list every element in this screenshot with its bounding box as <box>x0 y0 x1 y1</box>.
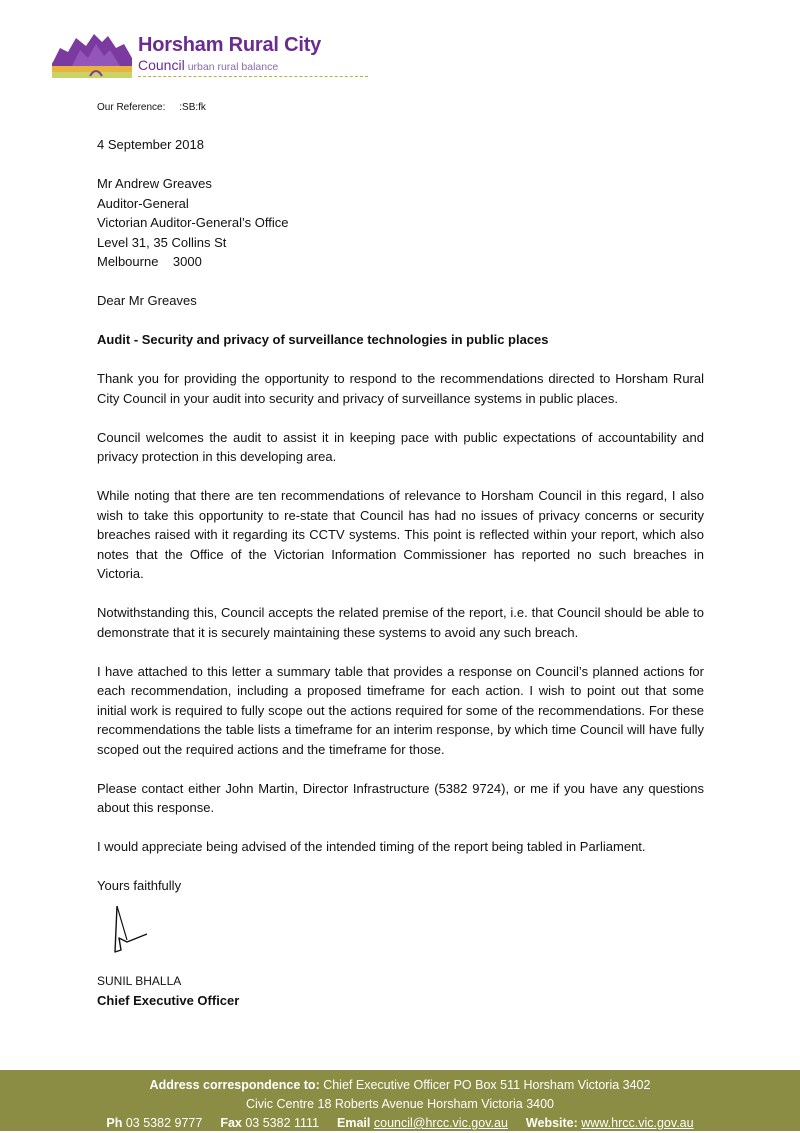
signer-title: Chief Executive Officer <box>97 993 240 1008</box>
body-paragraph: Council welcomes the audit to assist it in keeping pace with public expectations of accountability and privacy protection in this developing area. <box>97 429 704 464</box>
signer-name: SUNIL BHALLA <box>97 973 182 988</box>
letter-body <box>97 92 704 1011</box>
body-paragraph: I have attached to this letter a summary table that provides a response on Council’s planned actions for each recommendation, including a proposed timeframe for each action. I wish to point out that some initial work is required to fully scope out the actions required for some of the recommendations. For these recommendations the table lists a timeframe for an interim response, by which time Council will have fully scoped out the required actions and the timeframe for those. <box>97 663 704 757</box>
signature-icon <box>97 900 167 962</box>
footer-phone-label: Ph <box>106 1116 123 1130</box>
signature <box>97 900 704 962</box>
recipient-line: Melbourne 3000 <box>97 254 202 269</box>
salutation: Dear Mr Greaves <box>97 292 197 308</box>
footer-fax-value: 03 5382 1111 <box>241 1116 320 1130</box>
logo-subtitle <box>138 57 278 73</box>
footer-email-label: Email <box>337 1116 371 1130</box>
body-paragraph: While noting that there are ten recommendations of relevance to Horsham Council in this regard, I also wish to take this opportunity to re-state that Council has had no issues of privacy concerns or security breaches raised with it regarding its CCTV systems. This point is reflected within your report, which also notes that the Office of the Victorian Information Commissioner has reported no such breaches in Victoria. <box>97 488 704 581</box>
logo-title: Horsham Rural City <box>138 34 322 56</box>
footer-phone-value: 03 5382 9777 <box>122 1116 203 1130</box>
recipient-address <box>97 174 704 272</box>
footer-address-line2: Civic Centre 18 Roberts Avenue Horsham Victoria 3400 <box>245 1097 555 1111</box>
footer-website-link[interactable]: www.hrcc.vic.gov.au <box>581 1116 694 1130</box>
recipient-line: Mr Andrew Greaves <box>97 176 212 191</box>
body-paragraph: Thank you for providing the opportunity to respond to the recommendations directed to Horsham Rural City Council in your audit into security and privacy of surveillance systems in public places. <box>97 371 704 406</box>
recipient-line: Auditor-General <box>97 195 189 211</box>
recipient-line: Level 31, 35 Collins St <box>97 234 227 250</box>
footer-contact-line <box>0 1114 800 1133</box>
footer-address-line1 <box>0 1076 800 1095</box>
closing: Yours faithfully <box>97 878 182 893</box>
logo-tagline: urban rural balance <box>187 61 279 73</box>
body-paragraph: I would appreciate being advised of the intended timing of the report being tabled in Parliament. <box>97 839 646 854</box>
footer-address-label: Address correspondence to: <box>149 1078 320 1092</box>
footer <box>0 1070 800 1131</box>
council-logo <box>50 28 370 84</box>
body-paragraph: Notwithstanding this, Council accepts the related premise of the report, i.e. that Council should be able to demonstrate that it is securely maintaining these systems to avoid any such breach. <box>97 605 704 640</box>
footer-fax-label: Fax <box>220 1116 242 1130</box>
logo-divider <box>138 76 368 77</box>
reference: Our Reference: :SB:fk <box>97 102 206 113</box>
body-paragraph: Please contact either John Martin, Director Infrastructure (5382 9724), or me if you have any questions about this response. <box>97 780 704 815</box>
footer-email-link[interactable]: council@hrcc.vic.gov.au <box>373 1116 508 1130</box>
landscape-logo-icon <box>50 28 134 84</box>
recipient-line: Victorian Auditor-General’s Office <box>97 215 289 230</box>
footer-website-label: Website: <box>525 1116 578 1130</box>
logo-council: Council <box>138 57 185 73</box>
letter-date: 4 September 2018 <box>97 136 204 152</box>
subject-line: Audit - Security and privacy of surveillance technologies in public places <box>97 332 549 347</box>
footer-address-value: Chief Executive Officer PO Box 511 Horsham Victoria 3402 <box>319 1078 651 1092</box>
